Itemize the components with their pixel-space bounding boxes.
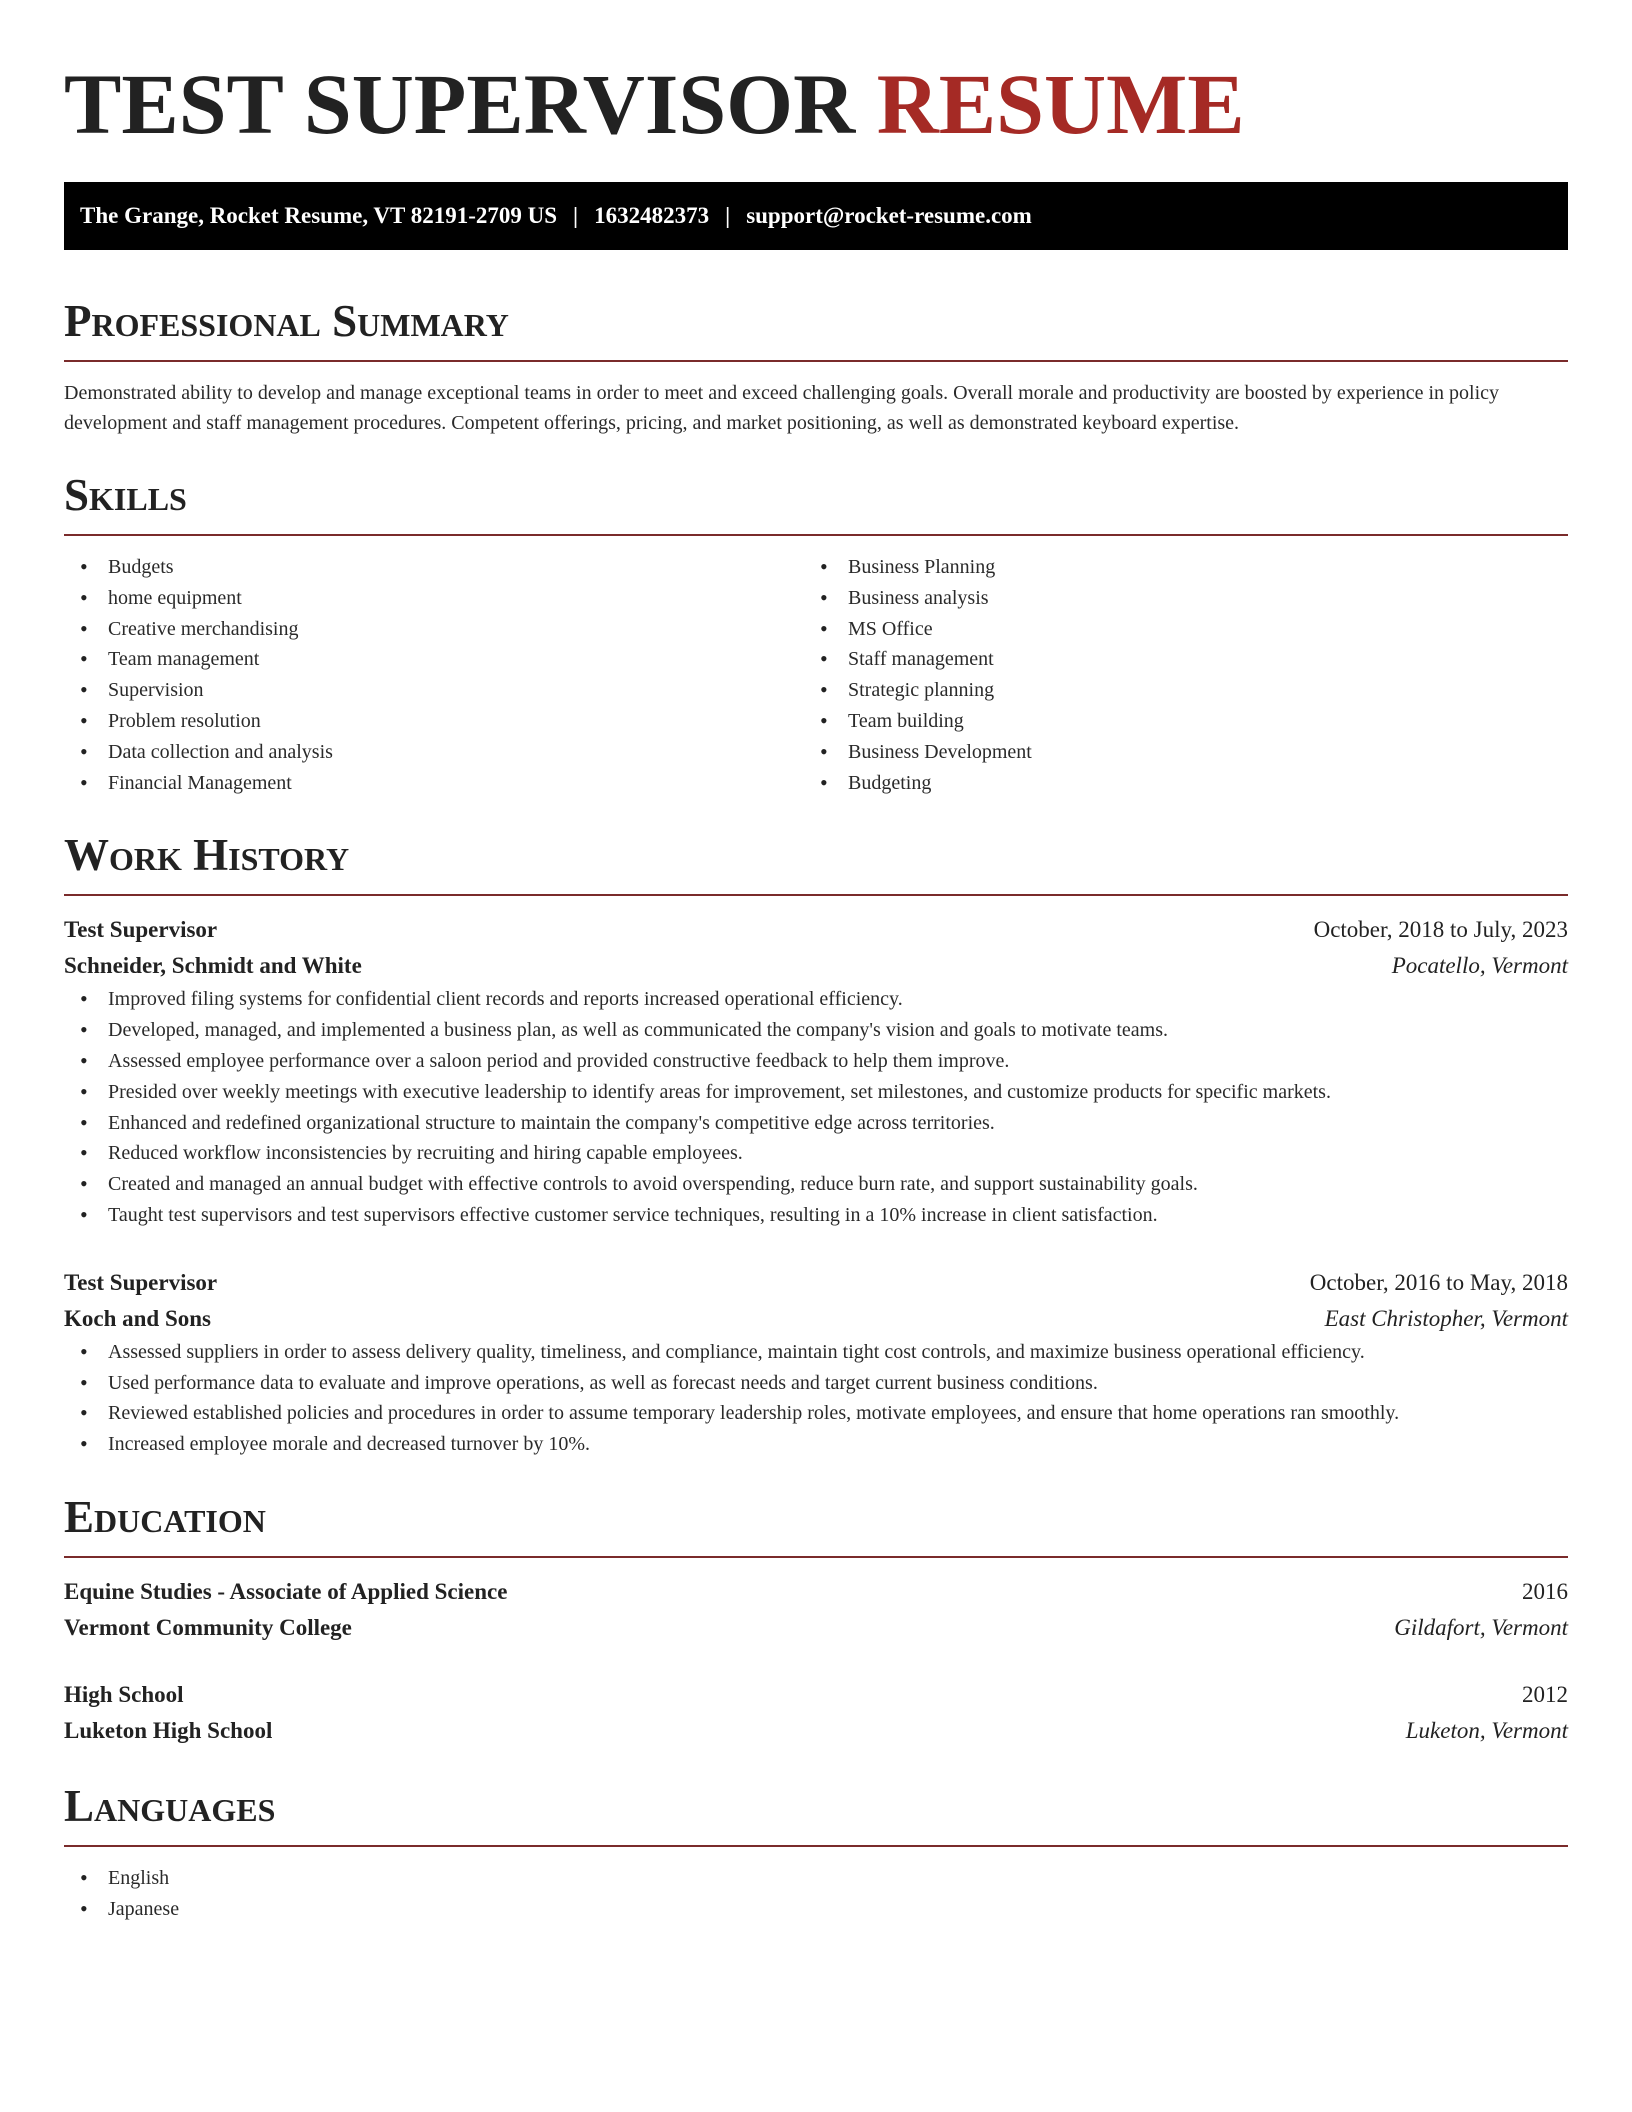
contact-separator: | [573,203,579,228]
job-duty: • Improved filing systems for confidential client records and reports increased operational efficiency. [64,984,1568,1015]
job-company-row [64,1301,1568,1337]
job-entry [64,912,1568,1230]
skill-item: • Team management [64,644,804,675]
languages-list [64,1863,1568,1925]
skills-list-left [64,552,804,798]
job-company-row [64,948,1568,984]
job-company: Schneider, Schmidt and White [64,953,362,979]
skill-item: • Budgeting [804,768,1544,799]
job-title: Test Supervisor [64,917,218,943]
job-duty: • Assessed employee performance over a saloon period and provided constructive feedback to help them improve. [64,1046,1568,1077]
education-header [64,1677,1568,1713]
job-duty: • Taught test supervisors and test supervisors effective customer service techniques, resulting in a 10% increase in client satisfaction. [64,1200,1568,1231]
job-duty: • Reviewed established policies and procedures in order to assume temporary leadership roles, motivate employees, and ensure that home operations ran smoothly. [64,1398,1568,1429]
summary-text: Demonstrated ability to develop and manage exceptional teams in order to meet and exceed challenging goals. Overall morale and productivity are boosted by experience in policy development and staff management procedures. Competent offerings, pricing, and market positioning, as well as demonstrated keyboard expertise. [64,382,1500,434]
education-entry [64,1677,1568,1749]
education-degree: High School [64,1681,184,1707]
work-section [64,828,1568,1460]
job-dates: October, 2016 to May, 2018 [1309,1269,1568,1295]
contact-email: support@rocket-resume.com [746,203,1032,228]
skill-item: • Business Planning [804,552,1544,583]
job-duty: • Developed, managed, and implemented a business plan, as well as communicated the company's vision and goals to motivate teams. [64,1015,1568,1046]
language-item: • Japanese [64,1894,1568,1925]
skill-item: • Team building [804,706,1544,737]
education-entry [64,1574,1568,1646]
job-duty: • Created and managed an annual budget with effective controls to avoid overspending, reduce burn rate, and support sustainability goals. [64,1169,1568,1200]
section-divider [64,894,1568,896]
skill-item: • Creative merchandising [64,614,804,645]
section-heading-skills: Skills [64,470,187,520]
job-duty: • Assessed suppliers in order to assess delivery quality, timeliness, and compliance, maintain tight cost controls, and maximize business operational efficiency. [64,1337,1568,1368]
skills-section [64,468,1568,798]
language-item: • English [64,1863,1568,1894]
skill-item: • Data collection and analysis [64,737,804,768]
job-duties-list [64,984,1568,1230]
education-section [64,1490,1568,1749]
skill-item: • Supervision [64,675,804,706]
contact-bar [64,182,1568,250]
section-divider [64,1845,1568,1847]
job-duty: • Reduced workflow inconsistencies by recruiting and hiring capable employees. [64,1138,1568,1169]
contact-address: The Grange, Rocket Resume, VT 82191-2709 US [80,203,558,228]
job-location: Pocatello, Vermont [1391,953,1568,979]
contact-separator: | [725,203,731,228]
section-divider [64,534,1568,536]
summary-section [64,294,1568,438]
skill-item: • Strategic planning [804,675,1544,706]
skill-item: • Business analysis [804,583,1544,614]
languages-section [64,1779,1568,1925]
job-entry [64,1265,1568,1460]
section-divider [64,360,1568,362]
job-duty: • Used performance data to evaluate and improve operations, as well as forecast needs and target current business conditions. [64,1368,1568,1399]
section-heading-education: Education [64,1491,266,1542]
job-duty: • Presided over weekly meetings with executive leadership to identify areas for improvement, set milestones, and customize products for specific markets. [64,1077,1568,1108]
skills-columns [64,552,1568,798]
section-divider [64,1556,1568,1558]
education-location: Luketon, Vermont [1405,1717,1568,1743]
education-location: Gildafort, Vermont [1394,1614,1568,1640]
education-school-row [64,1713,1568,1749]
job-title: Test Supervisor [64,1269,218,1295]
education-school: Luketon High School [64,1717,273,1743]
skill-item: • Problem resolution [64,706,804,737]
skill-item: • MS Office [804,614,1544,645]
skill-item: • Financial Management [64,768,804,799]
section-heading-languages: Languages [64,1780,276,1831]
job-header [64,912,1568,948]
skill-item: • home equipment [64,583,804,614]
education-year: 2012 [1522,1681,1568,1707]
skill-item: • Staff management [804,644,1544,675]
title-main: TEST SUPERVISOR [64,56,856,152]
education-degree: Equine Studies - Associate of Applied Science [64,1578,508,1604]
job-dates: October, 2018 to July, 2023 [1313,917,1568,943]
skill-item: • Budgets [64,552,804,583]
job-duty: • Increased employee morale and decreased turnover by 10%. [64,1429,1568,1460]
job-duty: • Enhanced and redefined organizational structure to maintain the company's competitive edge across territories. [64,1108,1568,1139]
skills-list-right [804,552,1544,798]
education-year: 2016 [1522,1578,1568,1604]
job-duties-list [64,1337,1568,1460]
education-header [64,1574,1568,1610]
section-heading-summary: Professional Summary [64,296,509,346]
resume-title [64,56,1568,152]
job-company: Koch and Sons [64,1305,212,1331]
section-heading-work: Work History [64,830,350,881]
title-accent: RESUME [876,56,1245,152]
resume-page [64,0,1568,1925]
job-location: East Christopher, Vermont [1324,1305,1568,1331]
skill-item: • Business Development [804,737,1544,768]
contact-phone: 1632482373 [594,203,710,228]
job-header [64,1265,1568,1301]
education-school: Vermont Community College [64,1614,352,1640]
education-school-row [64,1610,1568,1646]
